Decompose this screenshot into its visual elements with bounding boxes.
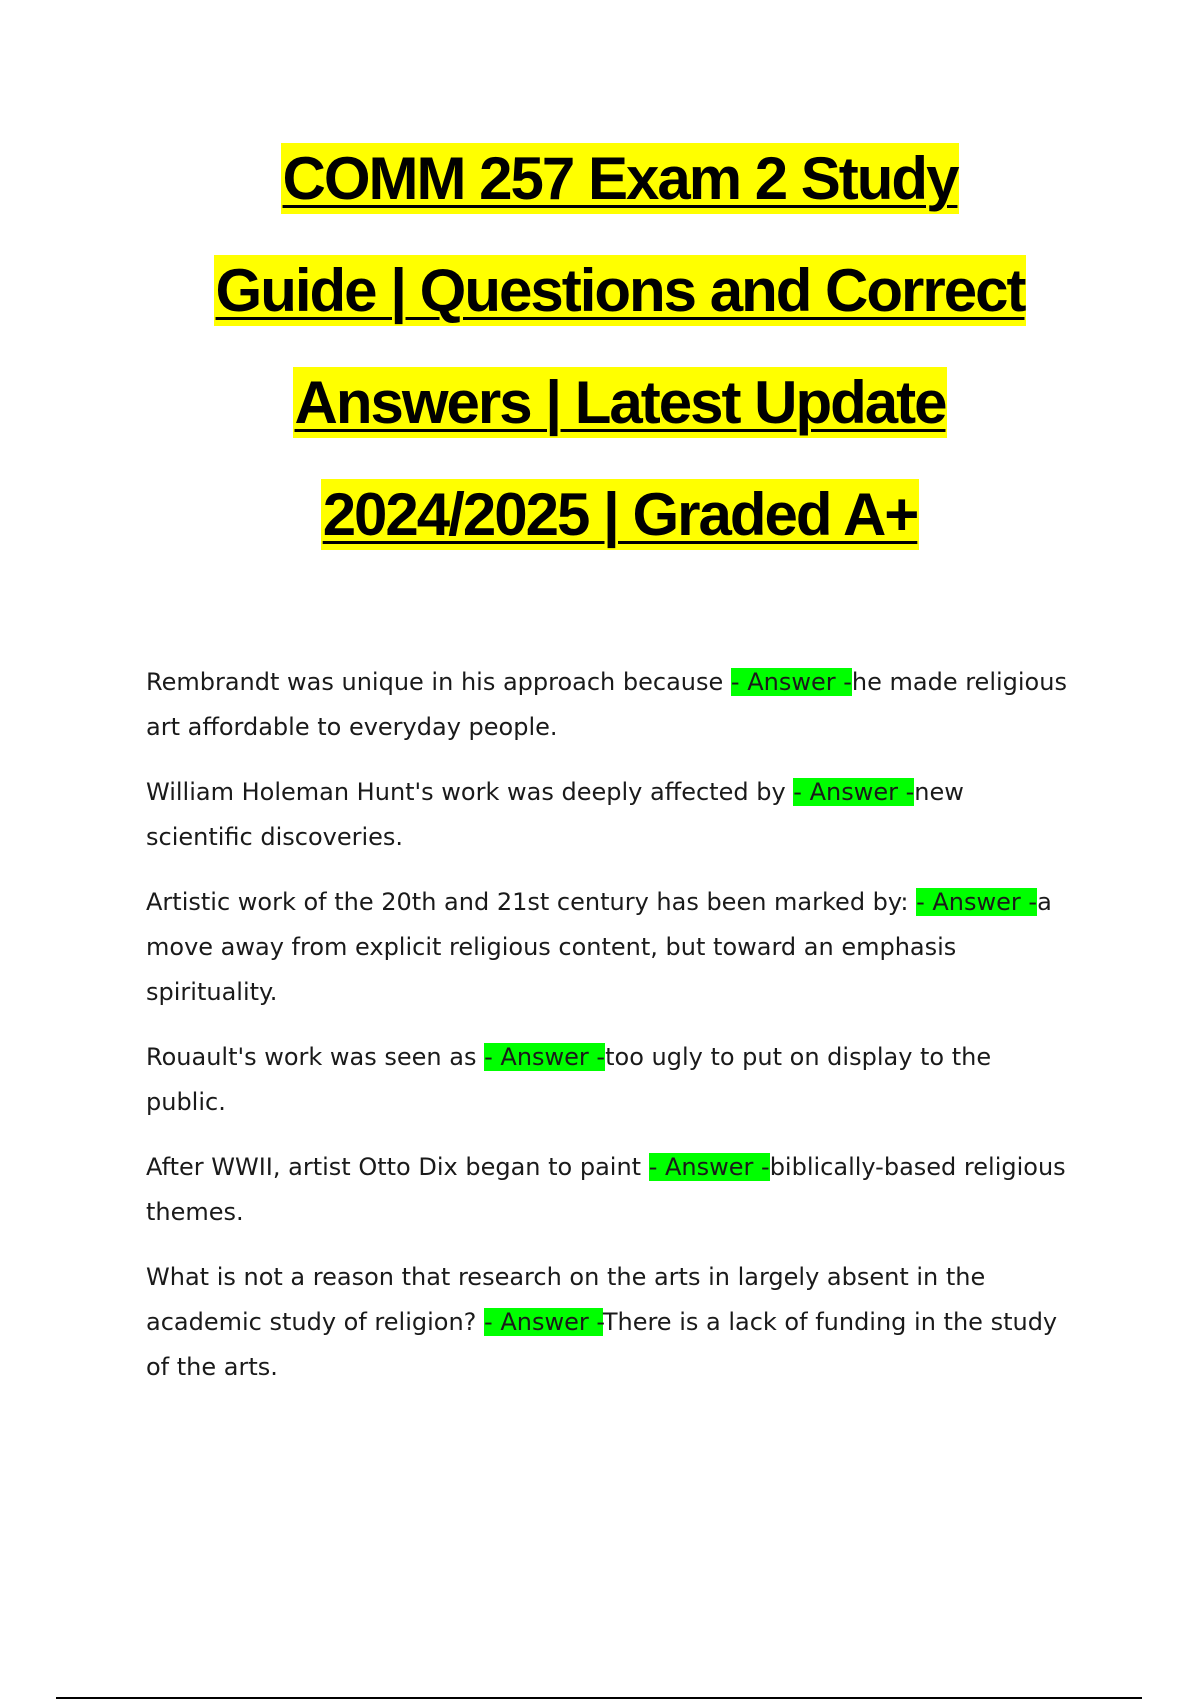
title-text-1: COMM 257 Exam 2 Study — [282, 145, 958, 212]
question-text: What is not a reason that research on the arts in largely absent in the academic study of religion? — [146, 1263, 986, 1336]
title-text-2: Guide | Questions and Correct — [215, 257, 1025, 324]
answer-tag: - Answer - — [793, 778, 915, 806]
answer-text: he made religious art affordable to everyday people. — [146, 668, 1067, 741]
answer-tag: - Answer - — [484, 1043, 606, 1071]
question-text: William Holeman Hunt's work was deeply affected by — [146, 778, 794, 806]
answer-tag: - Answer - — [484, 1308, 603, 1336]
answer-tag: - Answer - — [730, 668, 852, 696]
page-bottom-rule — [56, 1697, 1142, 1699]
title-text-3: Answers | Latest Update — [294, 369, 946, 436]
qa-item — [146, 880, 1076, 1015]
title-line-1 — [100, 138, 1140, 220]
qa-item — [146, 770, 1076, 860]
title-line-4 — [100, 474, 1140, 556]
document-title — [100, 138, 1140, 586]
qa-item — [146, 1145, 1076, 1235]
question-text: Artistic work of the 20th and 21st century has been marked by: — [146, 888, 917, 916]
title-line-3 — [100, 362, 1140, 444]
answer-text: new scientific discoveries. — [146, 778, 964, 851]
answer-text: biblically-based religious themes. — [146, 1153, 1066, 1226]
qa-item — [146, 660, 1076, 750]
question-text: Rembrandt was unique in his approach because — [146, 668, 731, 696]
answer-text: too ugly to put on display to the public. — [146, 1043, 992, 1116]
qa-list — [146, 660, 1076, 1410]
answer-text: a move away from explicit religious content, but toward an emphasis spirituality. — [146, 888, 1052, 1006]
title-line-2 — [100, 250, 1140, 332]
question-text: After WWII, artist Otto Dix began to paint — [146, 1153, 649, 1181]
question-text: Rouault's work was seen as — [146, 1043, 485, 1071]
qa-item — [146, 1255, 1076, 1390]
answer-tag: - Answer - — [648, 1153, 770, 1181]
answer-tag: - Answer - — [916, 888, 1038, 916]
qa-item — [146, 1035, 1076, 1125]
title-text-4: 2024/2025 | Graded A+ — [322, 481, 918, 548]
answer-text: There is a lack of funding in the study of the arts. — [146, 1308, 1058, 1381]
